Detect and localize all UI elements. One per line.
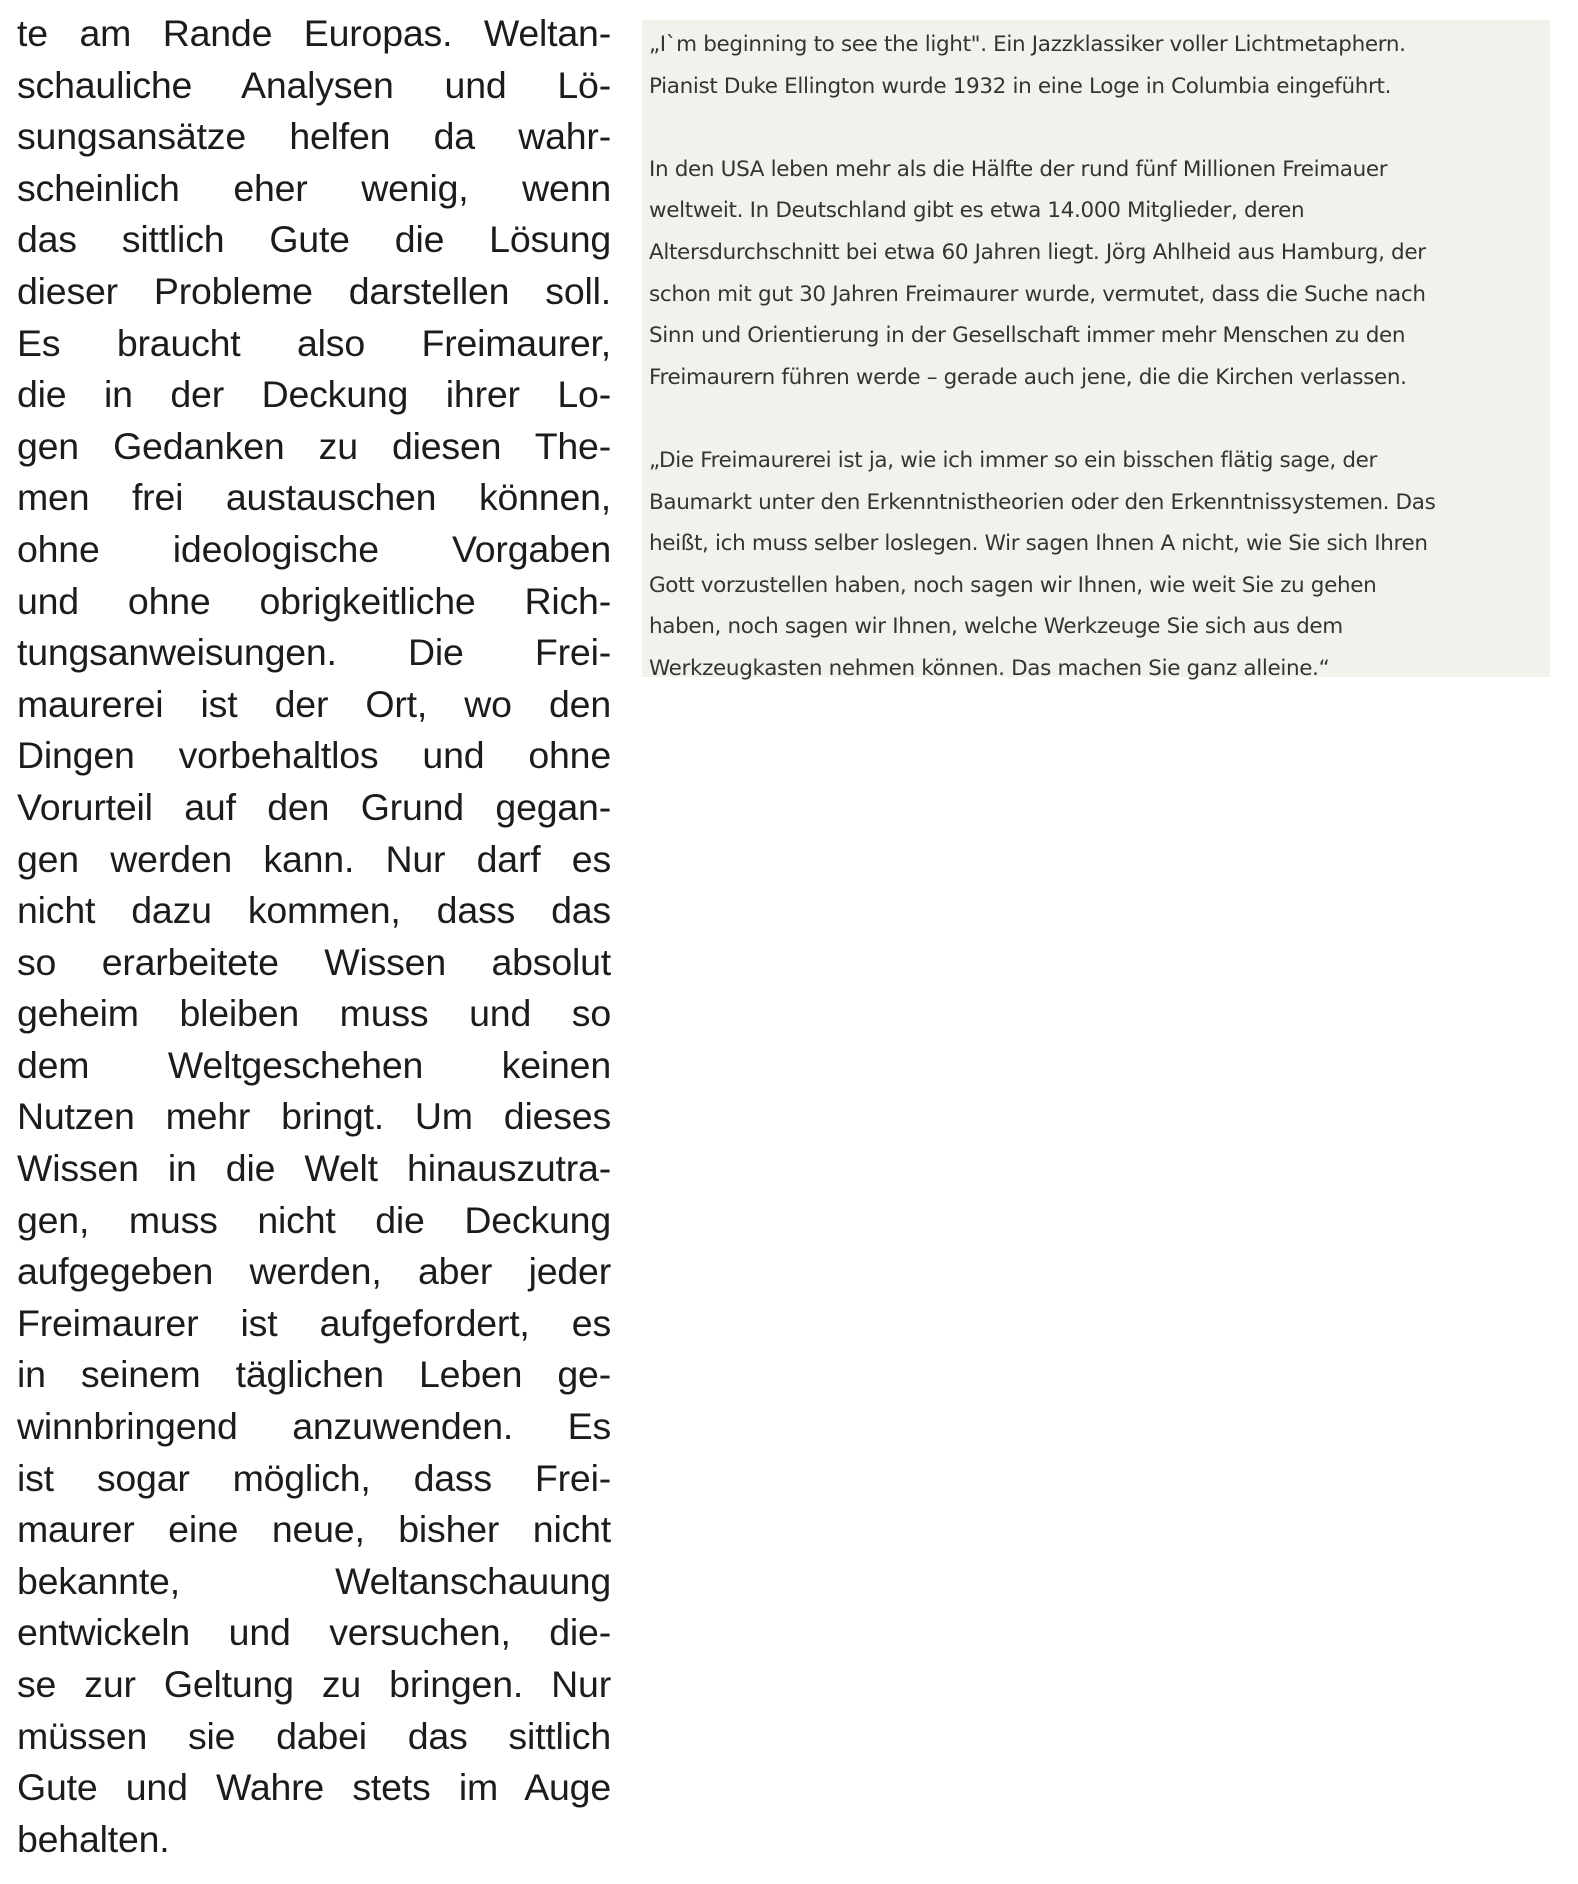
body-line: winnbringend anzuwenden. Es bbox=[17, 1405, 611, 1448]
sidebar-line: heißt, ich muss selber loslegen. Wir sagen Ihnen A nicht, wie Sie sich Ihren bbox=[649, 531, 1428, 557]
sidebar-line: Werkzeugkasten nehmen können. Das machen Sie ganz alleine.“ bbox=[649, 655, 1330, 681]
body-line: Wissen in die Welt hinauszutra- bbox=[17, 1147, 611, 1190]
body-line: gen werden kann. Nur darf es bbox=[17, 837, 611, 880]
sidebar-paragraph-statistics bbox=[649, 149, 1550, 399]
sidebar-line: Pianist Duke Ellington wurde 1932 in eine Loge in Columbia eingeführt. bbox=[649, 73, 1392, 99]
body-line: ist sogar möglich, dass Frei- bbox=[17, 1456, 611, 1499]
body-line: Nutzen mehr bringt. Um dieses bbox=[17, 1095, 611, 1138]
body-line: Dingen vorbehaltlos und ohne bbox=[17, 734, 611, 777]
body-line: bekannte, Weltanschauung bbox=[17, 1559, 611, 1602]
body-line: geheim bleiben muss und so bbox=[17, 992, 611, 1035]
sidebar-paragraph-quote bbox=[649, 440, 1550, 690]
body-line: Freimaurer ist aufgefordert, es bbox=[17, 1301, 611, 1344]
paragraph-spacer bbox=[649, 398, 1550, 440]
body-line: sungsansätze helfen da wahr- bbox=[17, 115, 611, 158]
sidebar-line: Altersdurchschnitt bei etwa 60 Jahren liegt. Jörg Ahlheid aus Hamburg, der bbox=[649, 239, 1426, 265]
body-line: Gute und Wahre stets im Auge bbox=[17, 1766, 611, 1809]
sidebar-line: schon mit gut 30 Jahren Freimaurer wurde, vermutet, dass die Suche nach bbox=[649, 281, 1426, 307]
sidebar-line: „Die Freimaurerei ist ja, wie ich immer so ein bisschen flätig sage, der bbox=[649, 447, 1378, 473]
body-line: scheinlich eher wenig, wenn bbox=[17, 166, 611, 209]
body-line: te am Rande Europas. Weltan- bbox=[17, 12, 611, 54]
body-line-last: behalten. bbox=[17, 1817, 170, 1860]
body-line: nicht dazu kommen, dass das bbox=[17, 889, 611, 932]
body-line: das sittlich Gute die Lösung bbox=[17, 218, 611, 261]
body-line: maurer eine neue, bisher nicht bbox=[17, 1508, 611, 1551]
body-line: ohne ideologische Vorgaben bbox=[17, 527, 611, 570]
body-line: schauliche Analysen und Lö- bbox=[17, 63, 611, 106]
sidebar-line: In den USA leben mehr als die Hälfte der rund fünf Millionen Freimauer bbox=[649, 156, 1388, 182]
body-line: entwickeln und versuchen, die- bbox=[17, 1611, 611, 1654]
info-sidebar-box bbox=[642, 20, 1550, 681]
sidebar-line: „I`m beginning to see the light". Ein Jazzklassiker voller Lichtmetaphern. bbox=[649, 32, 1406, 57]
sidebar-line: Gott vorzustellen haben, noch sagen wir Ihnen, wie weit Sie zu gehen bbox=[649, 572, 1377, 598]
sidebar-paragraph-jazz bbox=[649, 24, 1550, 107]
body-line: gen Gedanken zu diesen The- bbox=[17, 424, 611, 467]
sidebar-line: weltweit. In Deutschland gibt es etwa 14.000 Mitglieder, deren bbox=[649, 198, 1305, 224]
body-line: Es braucht also Freimaurer, bbox=[17, 321, 611, 364]
article-body-column bbox=[17, 8, 611, 1865]
body-line: maurerei ist der Ort, wo den bbox=[17, 682, 611, 725]
body-line: dem Weltgeschehen keinen bbox=[17, 1043, 611, 1086]
body-line: tungsanweisungen. Die Frei- bbox=[17, 631, 611, 674]
body-line: se zur Geltung zu bringen. Nur bbox=[17, 1663, 611, 1705]
sidebar-line: Freimaurern führen werde – gerade auch jene, die die Kirchen verlassen. bbox=[649, 364, 1407, 390]
body-line: und ohne obrigkeitliche Rich- bbox=[17, 579, 611, 622]
body-line: men frei austauschen können, bbox=[17, 476, 611, 519]
body-line: aufgegeben werden, aber jeder bbox=[17, 1250, 611, 1293]
body-line: so erarbeitete Wissen absolut bbox=[17, 940, 611, 983]
paragraph-spacer bbox=[649, 107, 1550, 149]
body-line: Vorurteil auf den Grund gegan- bbox=[17, 785, 611, 828]
sidebar-line: haben, noch sagen wir Ihnen, welche Werkzeuge Sie sich aus dem bbox=[649, 614, 1343, 640]
body-line: in seinem täglichen Leben ge- bbox=[17, 1353, 611, 1396]
body-line: die in der Deckung ihrer Lo- bbox=[17, 373, 611, 416]
sidebar-line: Sinn und Orientierung in der Gesellschaft immer mehr Menschen zu den bbox=[649, 323, 1406, 349]
body-line: dieser Probleme darstellen soll. bbox=[17, 269, 611, 312]
body-line: müssen sie dabei das sittlich bbox=[17, 1714, 611, 1757]
body-line: gen, muss nicht die Deckung bbox=[17, 1198, 611, 1241]
sidebar-line: Baumarkt unter den Erkenntnistheorien oder den Erkenntnissystemen. Das bbox=[649, 489, 1436, 515]
